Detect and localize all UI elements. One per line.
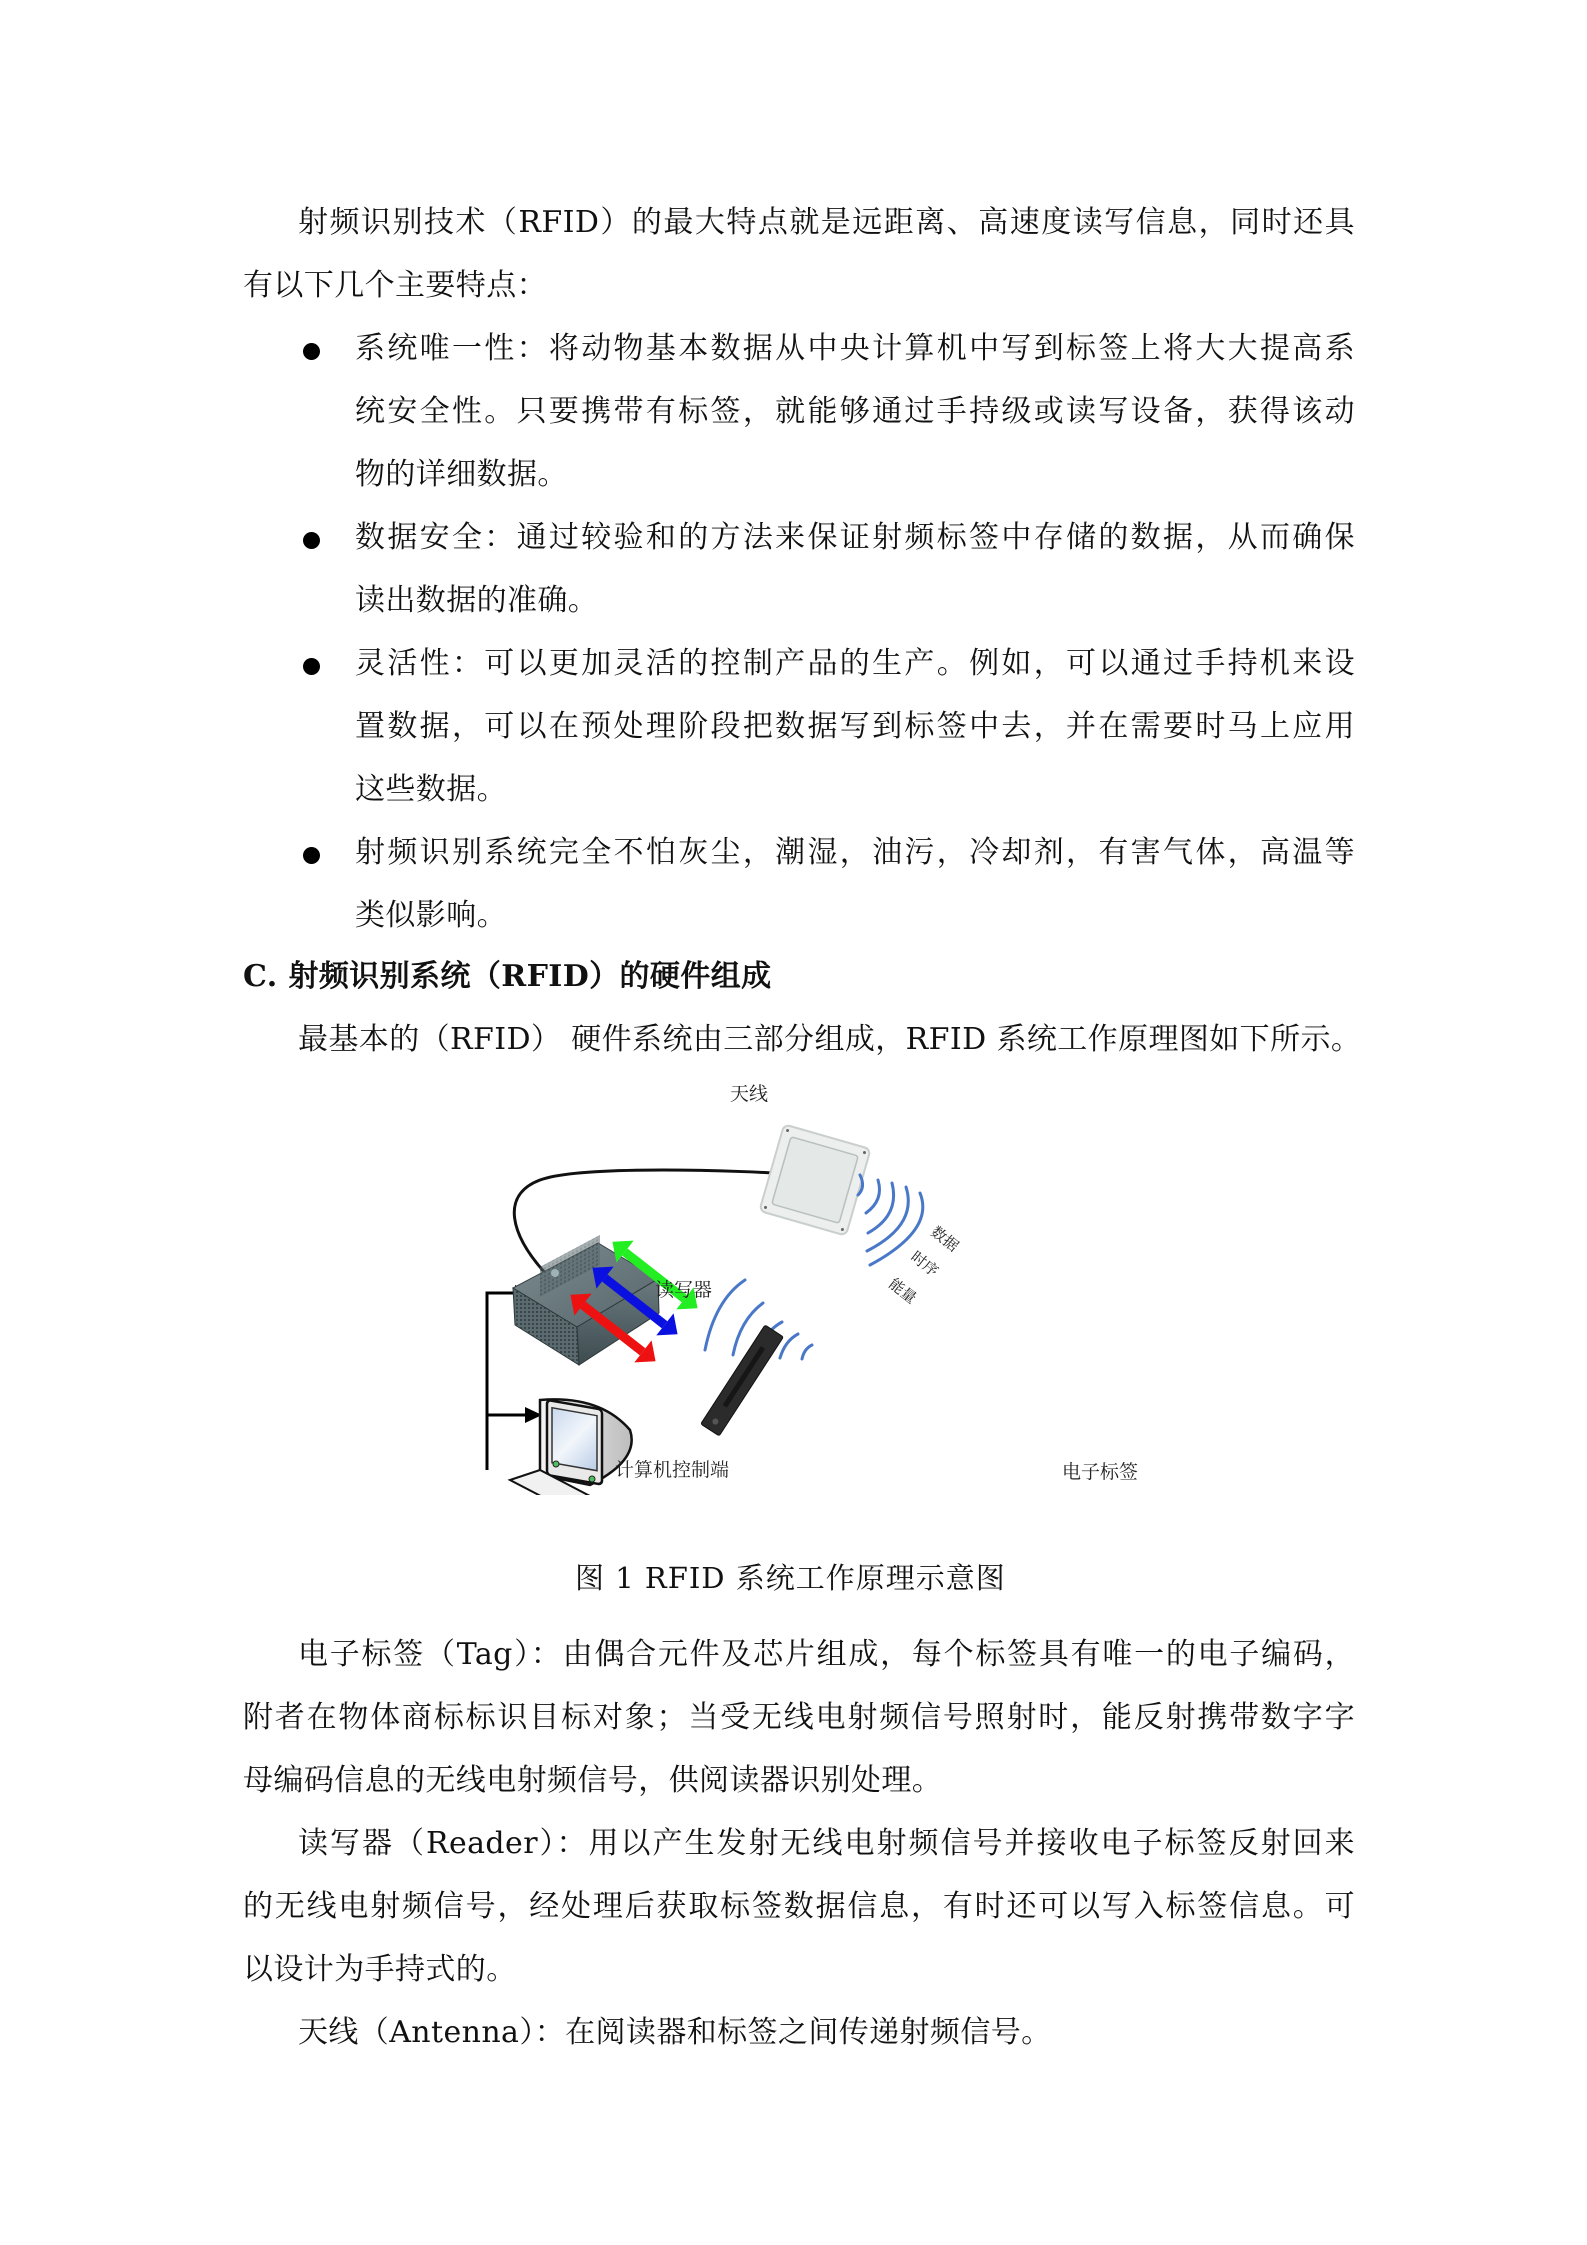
antenna-icon — [759, 1124, 870, 1235]
reader-paragraph-line-3: 以设计为手持式的。 — [243, 1952, 517, 1987]
figure-caption: 图 1 RFID 系统工作原理示意图 — [575, 1561, 1006, 1595]
bullet-3-line-2 — [355, 707, 1355, 747]
bullet-3-line-3: 这些数据。 — [355, 772, 507, 807]
bullet-icon — [303, 532, 320, 549]
tag-paragraph-line-3: 母编码信息的无线电射频信号，供阅读器识别处理。 — [243, 1763, 943, 1798]
section-intro-text: 最基本的（RFID） 硬件系统由三部分组成，RFID 系统工作原理图如下所示。 — [298, 1022, 1362, 1057]
tag-label: 电子标签 — [1062, 1461, 1139, 1483]
bullet-2-line-1 — [355, 518, 1355, 558]
antenna-paragraph: 天线（Antenna）：在阅读器和标签之间传递射频信号。 — [298, 2015, 1052, 2050]
rfid-tag-icon — [701, 1325, 784, 1436]
bullet-1-line-3: 物的详细数据。 — [355, 457, 568, 492]
diagram-graphics — [440, 1075, 1200, 1495]
bullet-icon — [303, 658, 320, 675]
tag-paragraph-line-2 — [243, 1698, 1355, 1738]
bullet-1-line-2 — [355, 392, 1355, 432]
bullet-3-line-1 — [355, 644, 1355, 684]
bullet-icon — [303, 343, 320, 360]
intro-line-2: 有以下几个主要特点： — [243, 268, 547, 303]
bullet-4-line-2: 类似影响。 — [355, 898, 507, 933]
rfid-diagram — [440, 1075, 1200, 1495]
energy-arrow-label: 能量 — [885, 1274, 921, 1308]
tag-paragraph-line-1 — [298, 1635, 1355, 1675]
tag-text-1: 电子标签（Tag）：由偶合元件及芯片组成，每个标签具有唯一的电子编码， — [298, 1637, 1355, 1672]
reader-label: 读写器 — [655, 1279, 713, 1301]
bullet-4-line-1 — [355, 833, 1355, 873]
bullet-4-text-1: 射频识别系统完全不怕灰尘，潮湿，油污，冷却剂，有害气体，高温等 — [355, 835, 1355, 870]
reader-text-2: 的无线电射频信号，经处理后获取标签数据信息，有时还可以写入标签信息。可 — [243, 1889, 1355, 1924]
reader-text-1: 读写器（Reader）：用以产生发射无线电射频信号并接收电子标签反射回来 — [298, 1826, 1355, 1861]
intro-line-1 — [298, 203, 1355, 243]
timing-arrow-label: 时序 — [907, 1247, 943, 1281]
bullet-3-text-2: 置数据，可以在预处理阶段把数据写到标签中去，并在需要时马上应用 — [355, 709, 1355, 744]
intro-text-1: 射频识别技术（RFID）的最大特点就是远距离、高速度读写信息，同时还具 — [298, 205, 1355, 240]
reader-paragraph-line-1 — [298, 1824, 1355, 1864]
bullet-1-text-2: 统安全性。只要携带有标签，就能够通过手持级或读写设备，获得该动 — [355, 394, 1355, 429]
bullet-2-text-1: 数据安全：通过较验和的方法来保证射频标签中存储的数据，从而确保 — [355, 520, 1355, 555]
section-heading: C. 射频识别系统（RFID）的硬件组成 — [243, 959, 772, 994]
tag-text-2: 附者在物体商标标识目标对象；当受无线电射频信号照射时，能反射携带数字字 — [243, 1700, 1355, 1735]
computer-label: 计算机控制端 — [615, 1459, 730, 1481]
bullet-icon — [303, 847, 320, 864]
antenna-label: 天线 — [730, 1083, 769, 1105]
radio-waves-antenna — [858, 1175, 923, 1265]
reader-paragraph-line-2 — [243, 1887, 1355, 1927]
bullet-2-line-2: 读出数据的准确。 — [355, 583, 599, 618]
section-intro — [298, 1020, 1362, 1060]
bullet-1-line-1 — [355, 329, 1355, 369]
data-arrow-label: 数据 — [927, 1222, 963, 1256]
bullet-1-text-1: 系统唯一性：将动物基本数据从中央计算机中写到标签上将大大提高系 — [355, 331, 1355, 366]
bullet-3-text-1: 灵活性：可以更加灵活的控制产品的生产。例如，可以通过手持机来设 — [355, 646, 1355, 681]
